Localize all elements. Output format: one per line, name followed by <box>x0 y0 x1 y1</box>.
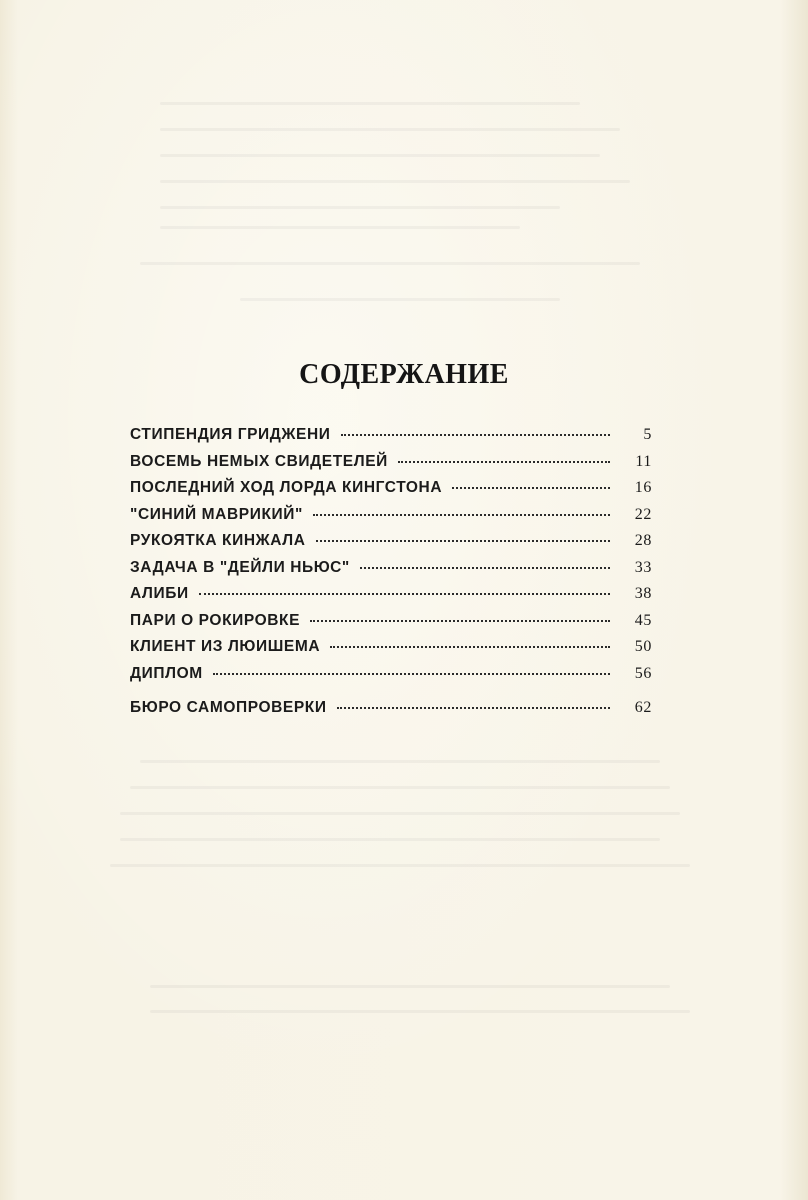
toc-entry <box>130 612 652 639</box>
toc-entry-page-number: 45 <box>634 611 652 629</box>
show-through-line <box>130 786 670 789</box>
toc-entry-title: БЮРО САМОПРОВЕРКИ <box>130 699 327 716</box>
toc-entry-title: КЛИЕНТ ИЗ ЛЮИШЕМА <box>130 638 321 655</box>
toc-entry <box>130 532 652 559</box>
dot-leader <box>316 540 610 542</box>
show-through-line <box>160 180 630 183</box>
toc-entry <box>130 638 652 665</box>
toc-entry <box>130 453 652 480</box>
toc-entry-title: ПОСЛЕДНИЙ ХОД ЛОРДА КИНГСТОНА <box>130 479 443 496</box>
dot-leader <box>398 461 610 463</box>
toc-entry-page-number: 62 <box>634 699 652 716</box>
show-through-line <box>140 760 660 763</box>
show-through-line <box>120 812 680 815</box>
dot-leader <box>199 593 610 595</box>
dot-leader <box>310 620 610 622</box>
toc-entry-page-number: 33 <box>634 558 652 576</box>
toc-entry-title: РУКОЯТКА КИНЖАЛА <box>130 532 306 549</box>
toc-entry-title: ВОСЕМЬ НЕМЫХ СВИДЕТЕЛЕЙ <box>130 452 388 470</box>
toc-entry-page-number: 22 <box>634 505 652 523</box>
toc-entry <box>130 426 652 453</box>
dot-leader <box>213 673 610 675</box>
show-through-line <box>150 985 670 988</box>
toc-entry <box>130 699 652 726</box>
dot-leader <box>452 487 610 489</box>
page-title: СОДЕРЖАНИЕ <box>299 359 509 390</box>
toc-entry <box>130 559 652 586</box>
toc-entry-page-number: 50 <box>634 638 652 655</box>
toc-entry-title: ПАРИ О РОКИРОВКЕ <box>130 611 301 629</box>
toc-entry <box>130 479 652 506</box>
show-through-line <box>240 298 560 301</box>
show-through-line <box>160 102 580 105</box>
toc-entry-title: "СИНИЙ МАВРИКИЙ" <box>130 505 303 523</box>
show-through-line <box>150 1010 690 1013</box>
toc-entry-page-number: 11 <box>635 452 652 470</box>
toc-entry <box>130 506 652 533</box>
dot-leader <box>330 646 610 648</box>
show-through-line <box>160 128 620 131</box>
toc-entry <box>130 665 652 692</box>
toc-entry-page-number: 5 <box>643 426 652 443</box>
toc-entry-title: СТИПЕНДИЯ ГРИДЖЕНИ <box>130 426 331 443</box>
dot-leader <box>360 567 610 569</box>
show-through-line <box>160 154 600 157</box>
table-of-contents <box>130 426 652 726</box>
dot-leader <box>313 514 610 516</box>
toc-entry <box>130 585 652 612</box>
toc-entry-title: АЛИБИ <box>130 585 189 602</box>
toc-entry-page-number: 38 <box>634 585 652 602</box>
toc-entry-title: ЗАДАЧА В "ДЕЙЛИ НЬЮС" <box>130 558 350 576</box>
show-through-line <box>160 206 560 209</box>
show-through-line <box>110 864 690 867</box>
toc-entry-page-number: 16 <box>634 479 652 496</box>
show-through-line <box>120 838 660 841</box>
toc-entry-page-number: 56 <box>634 664 652 682</box>
show-through-line <box>140 262 640 265</box>
toc-entry-title: ДИПЛОМ <box>130 664 203 682</box>
dot-leader <box>341 434 610 436</box>
dot-leader <box>337 707 610 709</box>
show-through-line <box>160 226 520 229</box>
toc-entry-page-number: 28 <box>634 532 652 549</box>
